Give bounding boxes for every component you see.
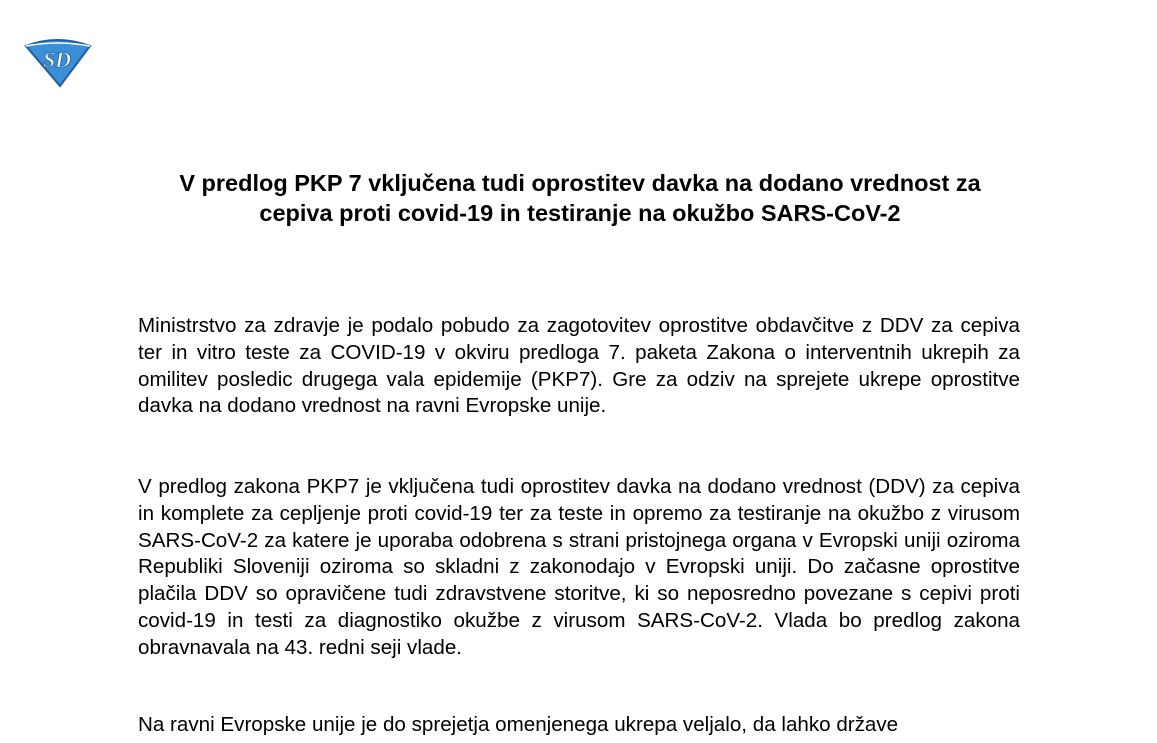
paragraph-3: Na ravni Evropske unije je do sprejetja omenjenega ukrepa veljalo, da lahko države [138,713,899,736]
sd-logo-icon [20,36,94,90]
paragraph-2: V predlog zakona PKP7 je vključena tudi oprostitev davka na dodano vrednost (DDV) za cepiva in komplete za cepljenje proti covid-19 ter za teste in opremo za testiranje na okužbo z virusom SARS-CoV-2 za katere je uporaba odobrena s strani pristojnega organa v Evropski uniji oziroma Republiki Sloveniji oziroma so skladni z zakonodajo v Evropski uniji. Do začasne oprostitve plačila DDV so opravičene tudi zdravstvene storitve, ki so neposredno povezane s cepivi proti covid-19 in testi za diagnostiko okužbe z virusom SARS-CoV-2. Vlada bo predlog zakona obravnavala na 43. redni seji vlade. [138,475,1020,659]
paragraph-1: Ministrstvo za zdravje je podalo pobudo za zagotovitev oprostitve obdavčitve z DDV za cepiva ter in vitro teste za COVID-19 v okviru predloga 7. paketa Zakona o interventnih ukrepih za omilitev posledic drugega vala epidemije (PKP7). Gre za odziv na sprejete ukrepe oprostitve davka na dodano vrednost na ravni Evropske unije. [138,314,1020,418]
svg-text:SD: SD [42,47,72,72]
document-title: V predlog PKP 7 vključena tudi oprostitev davka na dodano vrednost za cepiva proti covid-19 in testiranje na okužbo SARS-CoV-2 [179,170,981,226]
